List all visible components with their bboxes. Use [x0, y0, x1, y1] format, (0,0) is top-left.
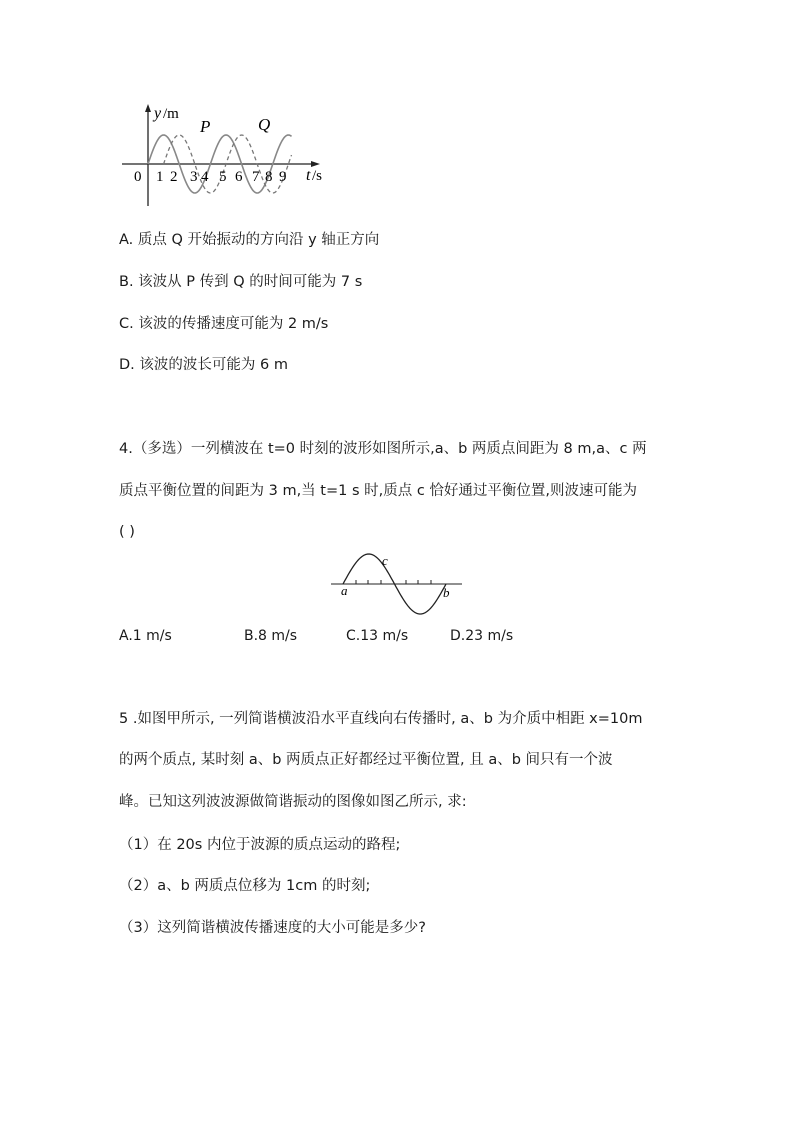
y-axis-label: y [154, 105, 162, 122]
tick-2: 2 [170, 169, 178, 185]
q5-text-line-3: 峰。已知这列波波源做简谐振动的图像如图乙所示, 求: [119, 794, 467, 810]
q5-text-line-1: 5 .如图甲所示, 一列简谐横波沿水平直线向右传播时, a、b 为介质中相距 x=10m [119, 711, 643, 727]
tick-6: 6 [235, 169, 243, 185]
q5-sub-question-3: （3）这列简谐横波传播速度的大小可能是多少? [119, 920, 426, 936]
tick-3: 3 [190, 169, 198, 185]
tick-9: 9 [279, 169, 287, 185]
x-axis-arrow [311, 161, 320, 167]
q3-option-a: A. 质点 Q 开始振动的方向沿 y 轴正方向 [119, 232, 380, 248]
tick-4: 4 [201, 169, 209, 185]
q4-text-line-1: 4.（多选）一列横波在 t=0 时刻的波形如图所示,a、b 两质点间距为 8 m,a、c 两 [119, 441, 647, 457]
label-a: a [341, 583, 348, 598]
label-c: c [382, 553, 388, 568]
tick-5: 5 [219, 169, 227, 185]
q4-answer-blank: ( ) [119, 524, 135, 540]
q-label: Q [258, 115, 271, 134]
q4-option-d: D.23 m/s [450, 628, 514, 644]
x-axis-label: t [306, 167, 311, 184]
q3-option-b: B. 该波从 P 传到 Q 的时间可能为 7 s [119, 274, 363, 290]
q4-option-b: B.8 m/s [244, 628, 298, 644]
tick-8: 8 [265, 169, 273, 185]
tick-7: 7 [252, 169, 260, 185]
q4-option-a: A.1 m/s [119, 628, 172, 644]
q5-text-line-2: 的两个质点, 某时刻 a、b 两质点正好都经过平衡位置, 且 a、b 间只有一个波 [119, 752, 613, 768]
q4-option-c: C.13 m/s [346, 628, 409, 644]
wave-graph-abc [328, 549, 468, 619]
p-label: P [200, 117, 211, 136]
q5-sub-question-1: （1）在 20s 内位于波源的质点运动的路程; [119, 837, 401, 853]
q4-text-line-2: 质点平衡位置的间距为 3 m,当 t=1 s 时,质点 c 恰好通过平衡位置,则波速可能为 [119, 483, 638, 499]
x-axis-unit: /s [312, 168, 323, 184]
vibration-graph-pq [118, 100, 338, 212]
tick-0: 0 [134, 169, 142, 185]
label-b: b [443, 585, 450, 600]
q3-option-c: C. 该波的传播速度可能为 2 m/s [119, 316, 329, 332]
q5-sub-question-2: （2）a、b 两质点位移为 1cm 的时刻; [119, 878, 371, 894]
y-axis-arrow [145, 104, 151, 112]
q3-option-d: D. 该波的波长可能为 6 m [119, 357, 288, 373]
tick-1: 1 [156, 169, 164, 185]
y-axis-unit: /m [163, 106, 179, 122]
